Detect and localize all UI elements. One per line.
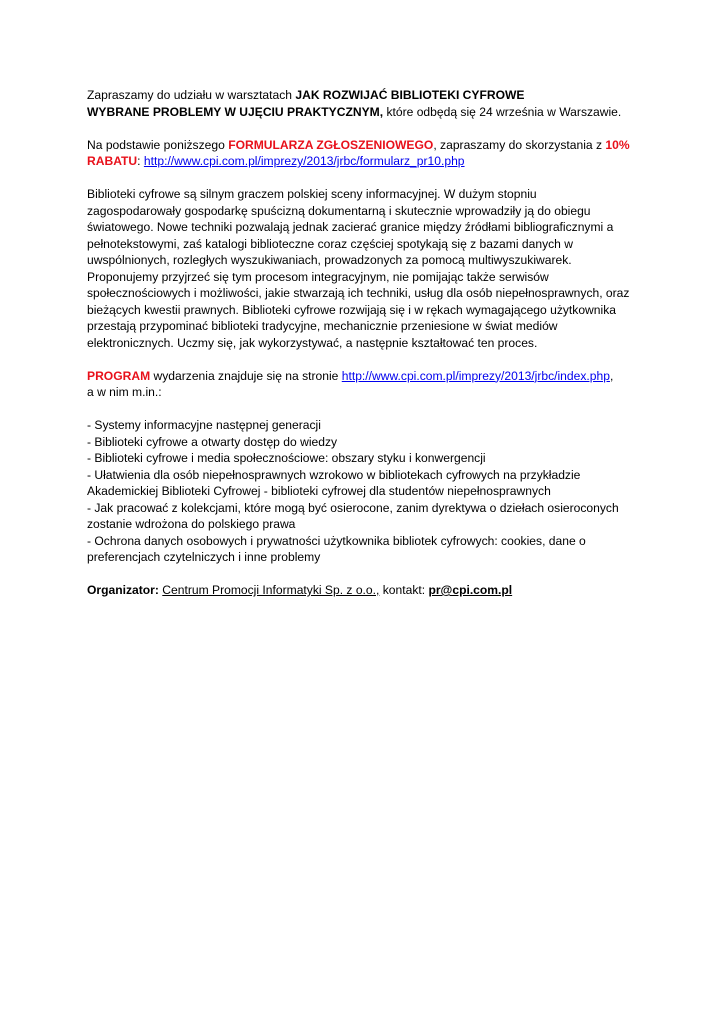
organizer-paragraph [87,582,647,599]
list-item: - Systemy informacyjne następnej generacji [87,418,321,432]
contact-label: kontakt: [379,583,429,597]
document-page [87,87,647,615]
description-line: bieżących kwestii prawnych. Biblioteki cyfrowe rozwijają się i w rękach wymagającego użytkownika [87,302,616,317]
form-link[interactable]: http://www.cpi.com.pl/imprezy/2013/jrbc/formularz_pr10.php [143,154,465,168]
list-item: preferencjach czytelniczych i inne problemy [87,550,321,564]
description-line: elektronicznych. Uczmy się, jak wykorzystywać, a następnie kształtować ten proces. [87,335,538,350]
description-paragraph [87,186,647,351]
intro-paragraph [87,87,647,120]
list-item: - Ułatwienia dla osób niepełnosprawnych wzrokowo w bibliotekach cyfrowych na przykładzie [87,467,581,482]
intro-text: Zapraszamy do udziału w warsztatach [87,88,296,102]
list-item: Akademickiej Biblioteki Cyfrowej - biblioteki cyfrowej dla studentów niepełnosprawnych [87,484,551,498]
form-colon: : [137,154,144,168]
description-line: przestają przypominać biblioteki tradycyjne, mechanicznie przeniesione w świat mediów [87,319,558,333]
list-item: - Biblioteki cyfrowe a otwarty dostęp do wiedzy [87,434,338,449]
form-prefix: Na podstawie poniższego [87,137,229,152]
contact-email-link[interactable]: pr@cpi.com.pl [428,583,513,597]
intro-line-2 [87,104,647,121]
description-line: społecznościowych i możliwości, jakie stwarzają ich techniki, usług dla osób niepełnosprawnych, oraz [87,286,630,300]
form-line-2 [87,153,647,170]
program-text: wydarzenia znajduje się na stronie [150,368,342,383]
discount-label: RABATU [87,154,138,168]
program-paragraph [87,368,647,401]
description-line: Biblioteki cyfrowe są silnym graczem polskiej sceny informacyjnej. W dużym stopniu [87,187,537,201]
description-line: pełnotekstowymi, zaś katalogi biblioteczne coraz częściej spotykają się z bazami danych w [87,236,573,251]
description-line: uwspólnionych, rozległych wyszukiwaniach, prowadzonych za pomocą multiwyszukiwarek. [87,253,572,267]
organizer-name-link[interactable]: Centrum Promocji Informatyki Sp. z o.o., [162,583,380,597]
form-line-1 [87,137,647,154]
program-line-2: a w nim m.in.: [87,385,162,399]
workshop-title-line-1: JAK ROZWIJAĆ BIBLIOTEKI CYFROWE [295,88,525,102]
intro-date-text: które odbędą się 24 września w Warszawie. [383,104,622,119]
program-link[interactable]: http://www.cpi.com.pl/imprezy/2013/jrbc/index.php [341,368,610,383]
description-line: Proponujemy przyjrzeć się tym procesom integracyjnym, nie pomijając także serwisów [87,269,549,284]
program-tail: , [609,368,614,383]
intro-line-1 [87,87,647,104]
discount-value: 10% [605,137,630,152]
list-item: - Ochrona danych osobowych i prywatności użytkownika bibliotek cyfrowych: cookies, dane o [87,533,586,548]
list-item: - Jak pracować z kolekcjami, które mogą być osierocone, zanim dyrektywa o dziełach osieroconych [87,500,619,515]
form-middle: , zapraszamy do skorzystania z [433,137,606,152]
organizer-label: Organizator: [87,583,159,597]
form-highlight: FORMULARZA ZGŁOSZENIOWEGO [228,137,434,152]
form-paragraph [87,137,647,170]
program-line-1 [87,368,647,385]
description-line: światowego. Nowe techniki pozwalają jednak zacierać granice między źródłami bibliograficznymi a [87,220,614,234]
workshop-title-line-2: WYBRANE PROBLEMY W UJĘCIU PRAKTYCZNYM, [87,104,384,119]
program-label: PROGRAM [87,368,151,383]
topics-list [87,417,647,566]
description-line: zagospodarowały gospodarkę spuścizną dokumentarną i skutecznie wprowadziły ją do obiegu [87,203,591,218]
list-item: - Biblioteki cyfrowe i media społecznościowe: obszary styku i konwergencji [87,451,486,465]
list-item: zostanie wdrożona do polskiego prawa [87,517,296,531]
